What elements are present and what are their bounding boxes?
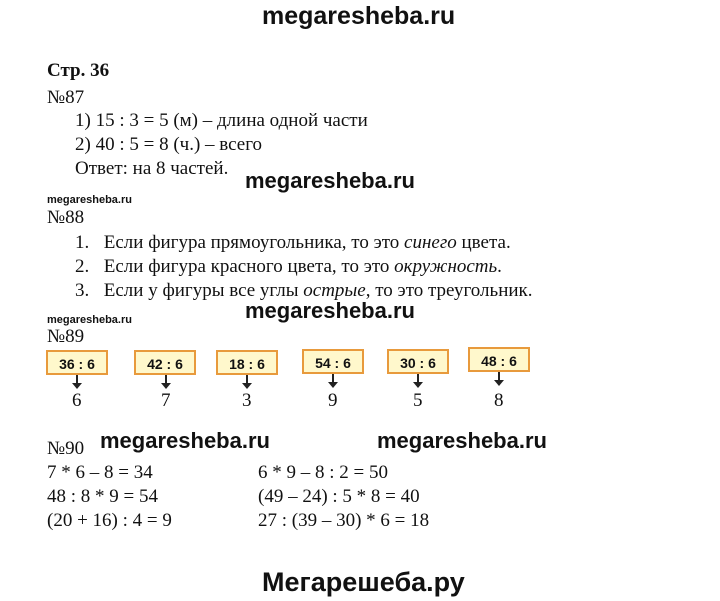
division-answer: 5: [413, 390, 423, 411]
task90-left-2: 48 : 8 * 9 = 54: [47, 486, 158, 507]
item-text: Если у фигуры все углы: [103, 280, 304, 301]
task90-left-1: 7 * 6 – 8 = 34: [47, 462, 153, 483]
task90-right-2: (49 – 24) : 5 * 8 = 40: [258, 486, 420, 507]
division-box: 36 : 6: [46, 350, 108, 375]
item-emphasis: острые: [303, 280, 366, 301]
division-answer: 8: [494, 390, 504, 411]
division-box: 18 : 6: [216, 350, 278, 375]
arrow-down-icon: [161, 383, 171, 389]
division-box: 48 : 6: [468, 347, 530, 372]
watermark-mid-3-left: megaresheba.ru: [100, 428, 270, 453]
watermark-small-1: megaresheba.ru: [47, 194, 132, 206]
task88-item-1: [75, 232, 511, 254]
division-box: 42 : 6: [134, 350, 196, 375]
arrow-down-icon: [242, 383, 252, 389]
item-text-end: , то это треугольник.: [365, 280, 533, 301]
task90-right-1: 6 * 9 – 8 : 2 = 50: [258, 462, 388, 483]
division-box: 30 : 6: [387, 349, 449, 374]
arrow-down-icon: [494, 380, 504, 386]
item-text: Если фигура прямоугольника, то это: [103, 232, 405, 253]
task87-answer: Ответ: на 8 частей.: [75, 158, 229, 179]
arrow-down-icon: [72, 383, 82, 389]
item-text-end: цвета.: [456, 232, 511, 253]
item-number: 2.: [75, 256, 90, 277]
watermark-mid-1: megaresheba.ru: [245, 168, 415, 193]
task90-right-3: 27 : (39 – 30) * 6 = 18: [258, 510, 430, 531]
task87-line-2: 2) 40 : 5 = 8 (ч.) – всего: [75, 134, 263, 155]
task90-number: №90: [47, 438, 85, 459]
division-answer: 9: [328, 390, 338, 411]
division-answer: 3: [242, 390, 252, 411]
division-answer: 7: [161, 390, 171, 411]
watermark-small-2: megaresheba.ru: [47, 314, 132, 326]
item-text-end: .: [497, 256, 502, 277]
task88-item-2: [75, 256, 502, 278]
arrow-down-icon: [413, 382, 423, 388]
watermark-mid-2: megaresheba.ru: [245, 298, 415, 323]
item-emphasis: окружность: [394, 256, 498, 277]
watermark-top: megaresheba.ru: [262, 2, 456, 30]
watermark-footer: Мегарешеба.ру: [262, 567, 465, 597]
item-text: Если фигура красного цвета, то это: [103, 256, 395, 277]
division-answer: 6: [72, 390, 82, 411]
task87-number: №87: [47, 87, 85, 108]
arrow-down-icon: [328, 382, 338, 388]
task88-number: №88: [47, 207, 85, 228]
task90-left-3: (20 + 16) : 4 = 9: [47, 510, 172, 531]
item-number: 1.: [75, 232, 90, 253]
task89-number: №89: [47, 326, 85, 347]
division-box: 54 : 6: [302, 349, 364, 374]
watermark-mid-3-right: megaresheba.ru: [377, 428, 547, 453]
page-title: Стр. 36: [47, 60, 110, 81]
item-number: 3.: [75, 280, 90, 301]
item-emphasis: синего: [404, 232, 457, 253]
task87-line-1: 1) 15 : 3 = 5 (м) – длина одной части: [75, 110, 368, 131]
